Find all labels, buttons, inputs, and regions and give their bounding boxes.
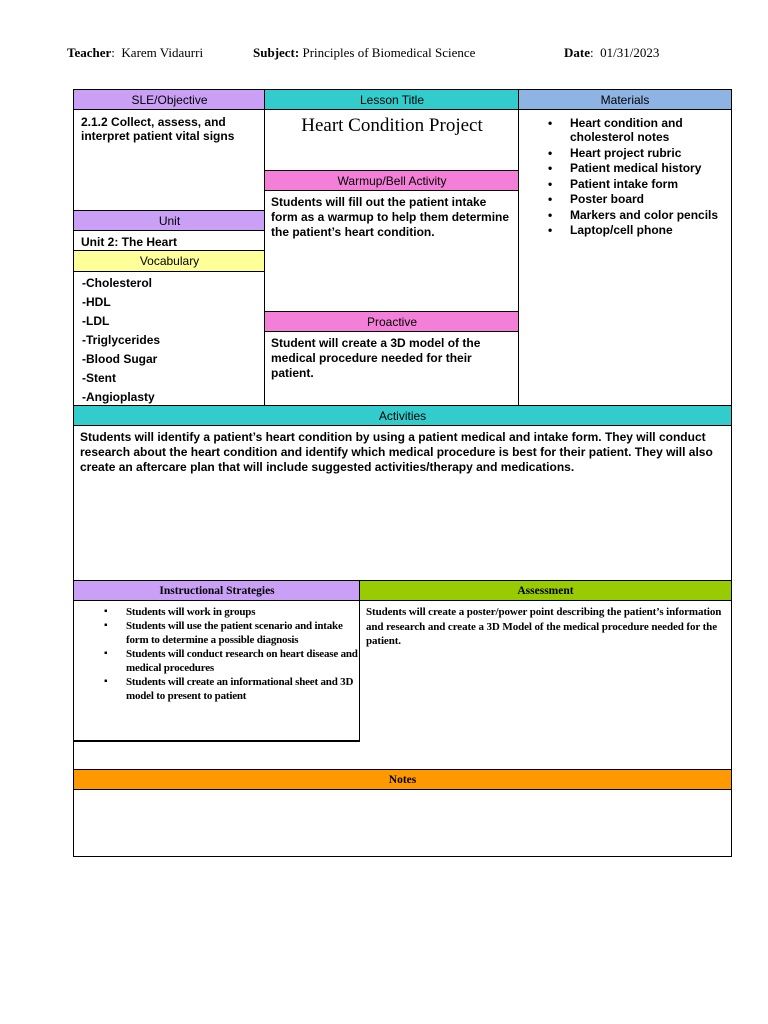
warmup-title: Warmup/Bell Activity xyxy=(337,173,447,188)
vocabulary-item: -Cholesterol xyxy=(82,276,153,290)
document-header xyxy=(67,45,707,63)
proactive-text: Student will create a 3D model of the medical procedure needed for their patient. xyxy=(271,336,481,380)
vocabulary-item: -LDL xyxy=(82,314,110,328)
vocabulary-item: -HDL xyxy=(82,295,111,309)
strategies-item: ▪ Students will work in groups xyxy=(74,605,358,619)
sle-header xyxy=(74,90,265,110)
vocabulary-list xyxy=(75,274,264,407)
materials-item: • Patient medical history xyxy=(520,161,725,175)
subject-field xyxy=(253,45,475,61)
proactive-header xyxy=(265,311,519,332)
vocabulary-item: -Triglycerides xyxy=(82,333,161,347)
sle-title: SLE/Objective xyxy=(131,92,208,107)
materials-list xyxy=(520,116,725,239)
proactive-title: Proactive xyxy=(366,314,418,329)
vocabulary-item: -Blood Sugar xyxy=(82,352,158,366)
subject-value: Principles of Biomedical Science xyxy=(302,45,476,60)
strategies-title: Instructional Strategies xyxy=(159,584,275,597)
materials-title: Materials xyxy=(600,92,650,107)
materials-item: • Poster board xyxy=(520,192,725,206)
unit-title: Unit xyxy=(158,213,181,228)
unit-text: Unit 2: The Heart xyxy=(81,235,178,249)
lesson-title-header xyxy=(265,90,519,110)
vocabulary-header xyxy=(74,251,265,272)
strategies-assessment-divider xyxy=(359,581,360,741)
teacher-label: Teacher xyxy=(67,45,112,60)
strategies-item: ▪ Students will conduct research on heart disease and medical procedures xyxy=(74,647,358,675)
assessment-header xyxy=(360,581,731,601)
notes-title: Notes xyxy=(388,773,417,786)
strategies-item: ▪ Students will create an informational sheet and 3D model to present to patient xyxy=(74,675,358,703)
vocabulary-item: -Stent xyxy=(82,371,116,385)
unit-header xyxy=(74,210,265,231)
subject-label: Subject: xyxy=(253,45,300,60)
materials-item: • Patient intake form xyxy=(520,177,725,191)
materials-item: • Laptop/cell phone xyxy=(520,223,725,237)
strategies-header xyxy=(74,581,360,601)
date-value: 01/31/2023 xyxy=(600,45,660,60)
assessment-title: Assessment xyxy=(517,584,574,597)
teacher-field: Teacher: Karem Vidaurri xyxy=(67,45,204,60)
vocabulary-item: -Angioplasty xyxy=(82,390,155,404)
teacher-name: Karem Vidaurri xyxy=(121,45,204,60)
lesson-title: Heart Condition Project xyxy=(301,115,483,136)
sle-text: 2.1.2 Collect, assess, and interpret patient vital signs xyxy=(81,115,235,143)
materials-item: • Heart condition and cholesterol notes xyxy=(520,116,725,144)
activities-title: Activities xyxy=(378,408,427,423)
warmup-text: Students will fill out the patient intake form as a warmup to help them determine the patient’s heart condition. xyxy=(271,195,510,239)
assessment-text: Students will create a poster/power point describing the patient’s information and research and create a 3D Model of the medical procedure needed for the patient. xyxy=(366,606,722,647)
strategies-bottom-rule xyxy=(74,740,360,742)
activities-text: Students will identify a patient’s heart condition by using a patient medical and intake form. They will conduct research about the heart condition and identify which medical procedure is best for their patient. They will also create an aftercare plan that will include suggested activities/therapy and medications. xyxy=(80,430,713,474)
vocabulary-title: Vocabulary xyxy=(139,254,200,268)
lesson-title-label: Lesson Title xyxy=(359,92,425,107)
warmup-header xyxy=(265,170,519,191)
notes-header xyxy=(74,770,731,790)
materials-header xyxy=(519,90,731,110)
materials-item: • Markers and color pencils xyxy=(520,208,725,222)
activities-header xyxy=(74,406,731,426)
column-divider xyxy=(518,90,519,405)
date-field: Date: 01/31/2023 xyxy=(564,45,660,60)
strategies-item: ▪ Students will use the patient scenario and intake form to determine a possible diagnosis xyxy=(74,619,358,647)
strategies-list xyxy=(74,605,358,703)
materials-item: • Heart project rubric xyxy=(520,146,725,160)
date-label: Date xyxy=(564,45,590,60)
column-divider xyxy=(264,90,265,405)
